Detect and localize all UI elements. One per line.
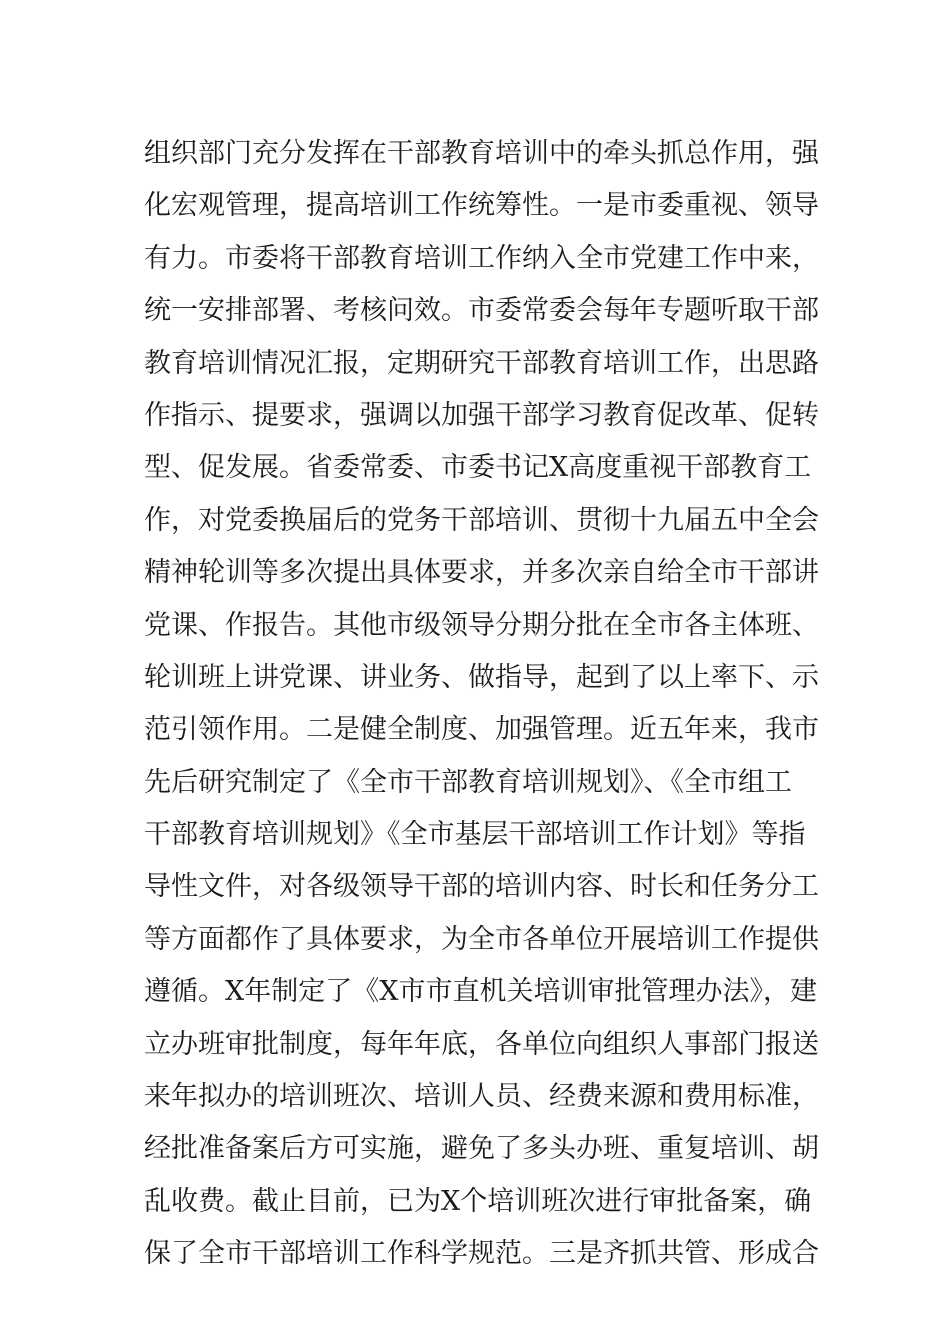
text-line: 型、促发展。省委常委、市委书记X高度重视干部教育工 xyxy=(144,452,812,484)
text-line: 作指示、提要求，强调以加强干部学习教育促改革、促转 xyxy=(144,399,819,431)
text-line: 组织部门充分发挥在干部教育培训中的牵头抓总作用，强 xyxy=(144,138,819,169)
text-line: 立办班审批制度，每年年底，各单位向组织人事部门报送 xyxy=(144,1028,819,1060)
text-line: 精神轮训等多次提出具体要求，并多次亲自给全市干部讲 xyxy=(144,557,819,589)
text-line: 作，对党委换届后的党务干部培训、贯彻十九届五中全会 xyxy=(144,504,819,536)
text-line: 党课、作报告。其他市级领导分期分批在全市各主体班、 xyxy=(144,609,819,641)
text-line: 遵循。X年制定了《X市市直机关培训审批管理办法》，建 xyxy=(144,976,817,1008)
text-line: 有力。市委将干部教育培训工作纳入全市党建工作中来， xyxy=(144,242,819,274)
text-line: 范引领作用。二是健全制度、加强管理。近五年来，我市 xyxy=(144,714,819,746)
text-line: 干部教育培训规划》《全市基层干部培训工作计划》等指 xyxy=(144,819,806,851)
text-line: 保了全市干部培训工作科学规范。三是齐抓共管、形成合 xyxy=(144,1238,819,1270)
text-line: 导性文件，对各级领导干部的培训内容、时长和任务分工 xyxy=(144,871,819,903)
text-line: 来年拟办的培训班次、培训人员、经费来源和费用标准， xyxy=(144,1081,819,1113)
text-line: 轮训班上讲党课、讲业务、做指导，起到了以上率下、示 xyxy=(144,661,819,693)
text-line: 先后研究制定了《全市干部教育培训规划》、《全市组工 xyxy=(144,766,792,798)
text-line: 乱收费。截止目前，已为X个培训班次进行审批备案，确 xyxy=(144,1185,812,1217)
text-line: 等方面都作了具体要求，为全市各单位开展培训工作提供 xyxy=(144,923,819,955)
text-line: 化宏观管理，提高培训工作统筹性。一是市委重视、领导 xyxy=(144,190,819,222)
body-paragraph xyxy=(144,128,819,1281)
text-line: 教育培训情况汇报，定期研究干部教育培训工作，出思路 xyxy=(144,347,819,379)
text-line: 统一安排部署、考核问效。市委常委会每年专题听取干部 xyxy=(144,295,819,327)
text-line: 经批准备案后方可实施，避免了多头办班、重复培训、胡 xyxy=(144,1133,819,1165)
